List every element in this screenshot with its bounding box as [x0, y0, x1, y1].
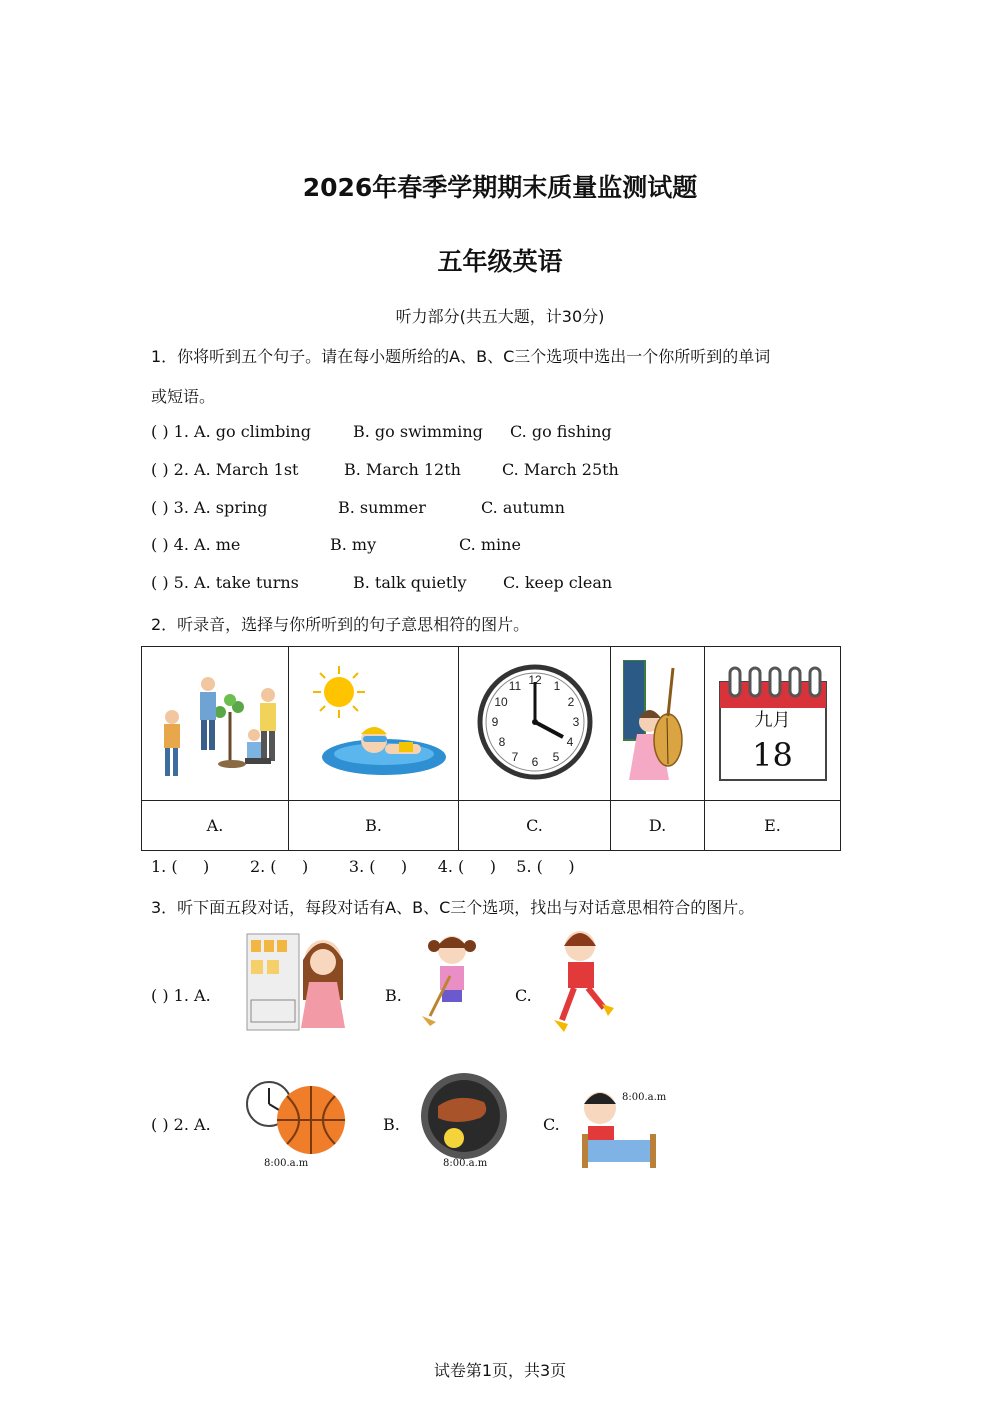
running-girl-icon [548, 928, 618, 1034]
q1-item-stem: ( ) 4. A. me [151, 535, 241, 554]
q2-picture-e [705, 647, 841, 801]
q2-picture-a [142, 647, 289, 801]
q3-item-2-stem: ( ) 2. A. [151, 1115, 211, 1134]
q2-picture-c [459, 647, 611, 801]
svg-text:4: 4 [566, 734, 573, 749]
q1-item-stem: ( ) 2. A. March 1st [151, 460, 299, 479]
svg-text:10: 10 [493, 694, 508, 709]
calendar-day: 18 [752, 735, 793, 774]
q3-item-2-option-b: B. [383, 1115, 400, 1134]
svg-text:12: 12 [527, 672, 542, 687]
q3-item-1-option-b: B. [385, 986, 402, 1005]
q2-label-d: D. [611, 801, 705, 851]
q1-item-stem: ( ) 3. A. spring [151, 498, 268, 517]
q3-instruction: 3．听下面五段对话，每段对话有A、B、C三个选项，找出与对话意思相符合的图片。 [151, 898, 755, 917]
q1-option-c: C. mine [459, 535, 521, 554]
q3-time-label-b: 8:00.a.m [443, 1158, 488, 1169]
q1-option-b: B. go swimming [353, 422, 483, 441]
q1-option-b: B. talk quietly [353, 573, 467, 592]
pipa-girl-icon [623, 660, 693, 784]
steak-dinner-icon [418, 1072, 510, 1160]
q1-option-b: B. my [330, 535, 377, 554]
q3-item-1-option-c: C. [515, 986, 532, 1005]
svg-text:7: 7 [511, 749, 518, 764]
exam-subtitle: 五年级英语 [437, 247, 563, 276]
section-heading: 听力部分(共五大题，计30分) [395, 307, 605, 326]
svg-text:3: 3 [572, 714, 579, 729]
q2-label-e: E. [705, 801, 841, 851]
q1-item-stem: ( ) 5. A. take turns [151, 573, 299, 592]
basketball-clock-icon [245, 1078, 347, 1158]
q3-time-label-c: 8:00.a.m [622, 1092, 667, 1103]
q3-item-2-option-c: C. [543, 1115, 560, 1134]
q1-instruction-cont: 或短语。 [151, 387, 216, 406]
svg-text:2: 2 [567, 694, 574, 709]
q2-answer-line: 1. ( ) 2. ( ) 3. ( ) 4. ( ) 5. ( ) [151, 857, 575, 876]
svg-text:5: 5 [552, 749, 559, 764]
q2-instruction: 2．听录音，选择与你所听到的句子意思相符的图片。 [151, 615, 530, 634]
q3-item-1-stem: ( ) 1. A. [151, 986, 211, 1005]
q3-time-label-a: 8:00.a.m [264, 1158, 309, 1169]
sweeping-girl-icon [420, 932, 485, 1026]
exam-title: 2026年春季学期期末质量监测试题 [302, 173, 698, 202]
shopping-girl-icon [245, 930, 350, 1036]
svg-text:1: 1 [553, 678, 560, 693]
q1-option-b: B. March 12th [344, 460, 461, 479]
q1-option-c: C. March 25th [502, 460, 619, 479]
q2-picture-table [141, 646, 841, 851]
q2-label-b: B. [289, 801, 459, 851]
q1-instruction: 1．你将听到五个句子。请在每小题所给的A、B、C三个选项中选出一个你所听到的单词 [151, 347, 771, 366]
svg-text:6: 6 [531, 754, 538, 769]
q1-item-stem: ( ) 1. A. go climbing [151, 422, 311, 441]
svg-text:8: 8 [498, 734, 505, 749]
tree-planting-icon [150, 662, 280, 782]
q2-picture-d [611, 647, 705, 801]
q1-option-b: B. summer [338, 498, 426, 517]
q1-option-c: C. autumn [481, 498, 565, 517]
svg-text:11: 11 [508, 678, 521, 693]
q2-label-a: A. [142, 801, 289, 851]
calendar-month: 九月 [754, 709, 791, 731]
page-footer: 试卷第1页，共3页 [433, 1361, 567, 1380]
svg-text:9: 9 [491, 714, 498, 729]
q2-picture-b [289, 647, 459, 801]
q1-option-c: C. keep clean [503, 573, 613, 592]
swimming-icon [299, 662, 449, 782]
q2-label-c: C. [459, 801, 611, 851]
q1-option-c: C. go fishing [510, 422, 612, 441]
clock-icon [475, 662, 595, 782]
